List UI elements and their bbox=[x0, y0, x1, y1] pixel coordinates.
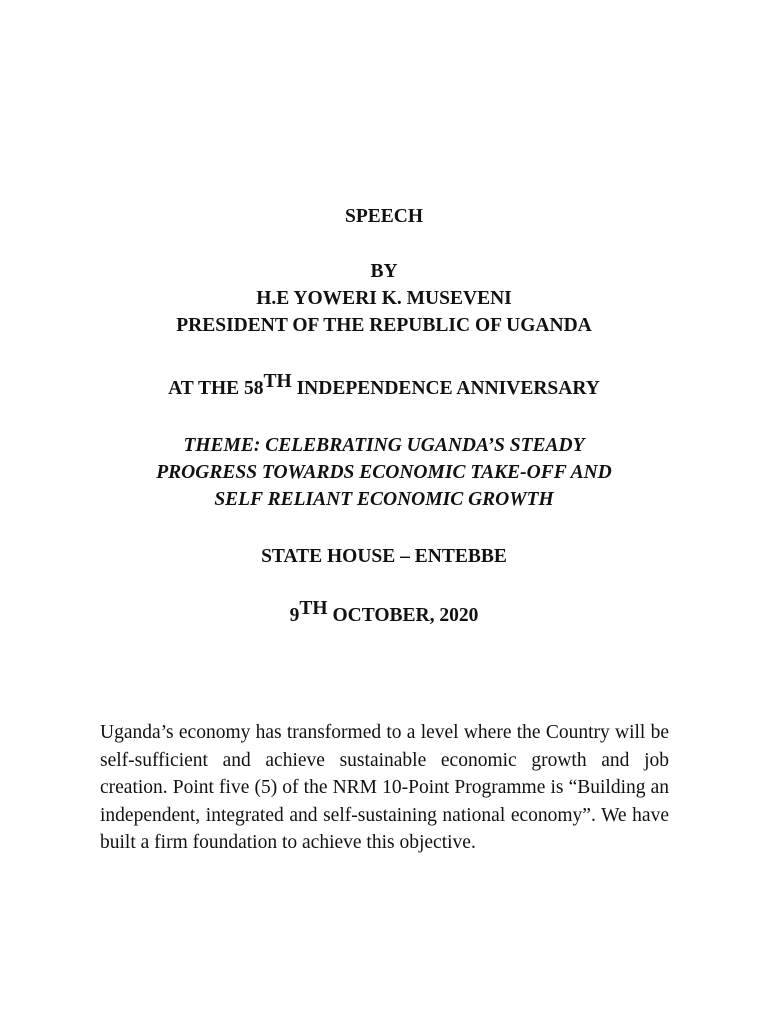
date-ordinal: TH bbox=[299, 598, 328, 619]
occasion-suffix: INDEPENDENCE ANNIVERSARY bbox=[291, 378, 600, 399]
occasion-ordinal: TH bbox=[263, 371, 292, 392]
occasion-prefix: AT THE 58 bbox=[168, 378, 264, 399]
body-paragraph: Uganda’s economy has transformed to a level where the Country will be self-sufficient and achieve sustainable economic growth and job creation. Point five (5) of the NRM 10-Point Programme is “Building an independent, integrated and self-sustaining national economy”. We have built a firm foundation to achieve this objective. bbox=[100, 722, 669, 853]
theme-line: THEME: CELEBRATING UGANDA’S STEADY bbox=[183, 435, 585, 456]
by-label: BY bbox=[370, 261, 398, 282]
theme-line: SELF RELIANT ECONOMIC GROWTH bbox=[214, 489, 554, 510]
theme-block bbox=[0, 432, 768, 513]
theme-line: PROGRESS TOWARDS ECONOMIC TAKE-OFF AND bbox=[156, 462, 612, 483]
speaker-name: H.E YOWERI K. MUSEVENI bbox=[256, 288, 512, 309]
speaker-role: PRESIDENT OF THE REPUBLIC OF UGANDA bbox=[176, 315, 592, 336]
speech-date bbox=[0, 598, 768, 629]
occasion-line bbox=[0, 371, 768, 402]
date-rest: OCTOBER, 2020 bbox=[327, 605, 479, 626]
venue: STATE HOUSE – ENTEBBE bbox=[261, 546, 507, 567]
speech-title: SPEECH bbox=[344, 206, 424, 227]
speaker-block bbox=[0, 258, 768, 339]
date-day: 9 bbox=[289, 605, 300, 626]
